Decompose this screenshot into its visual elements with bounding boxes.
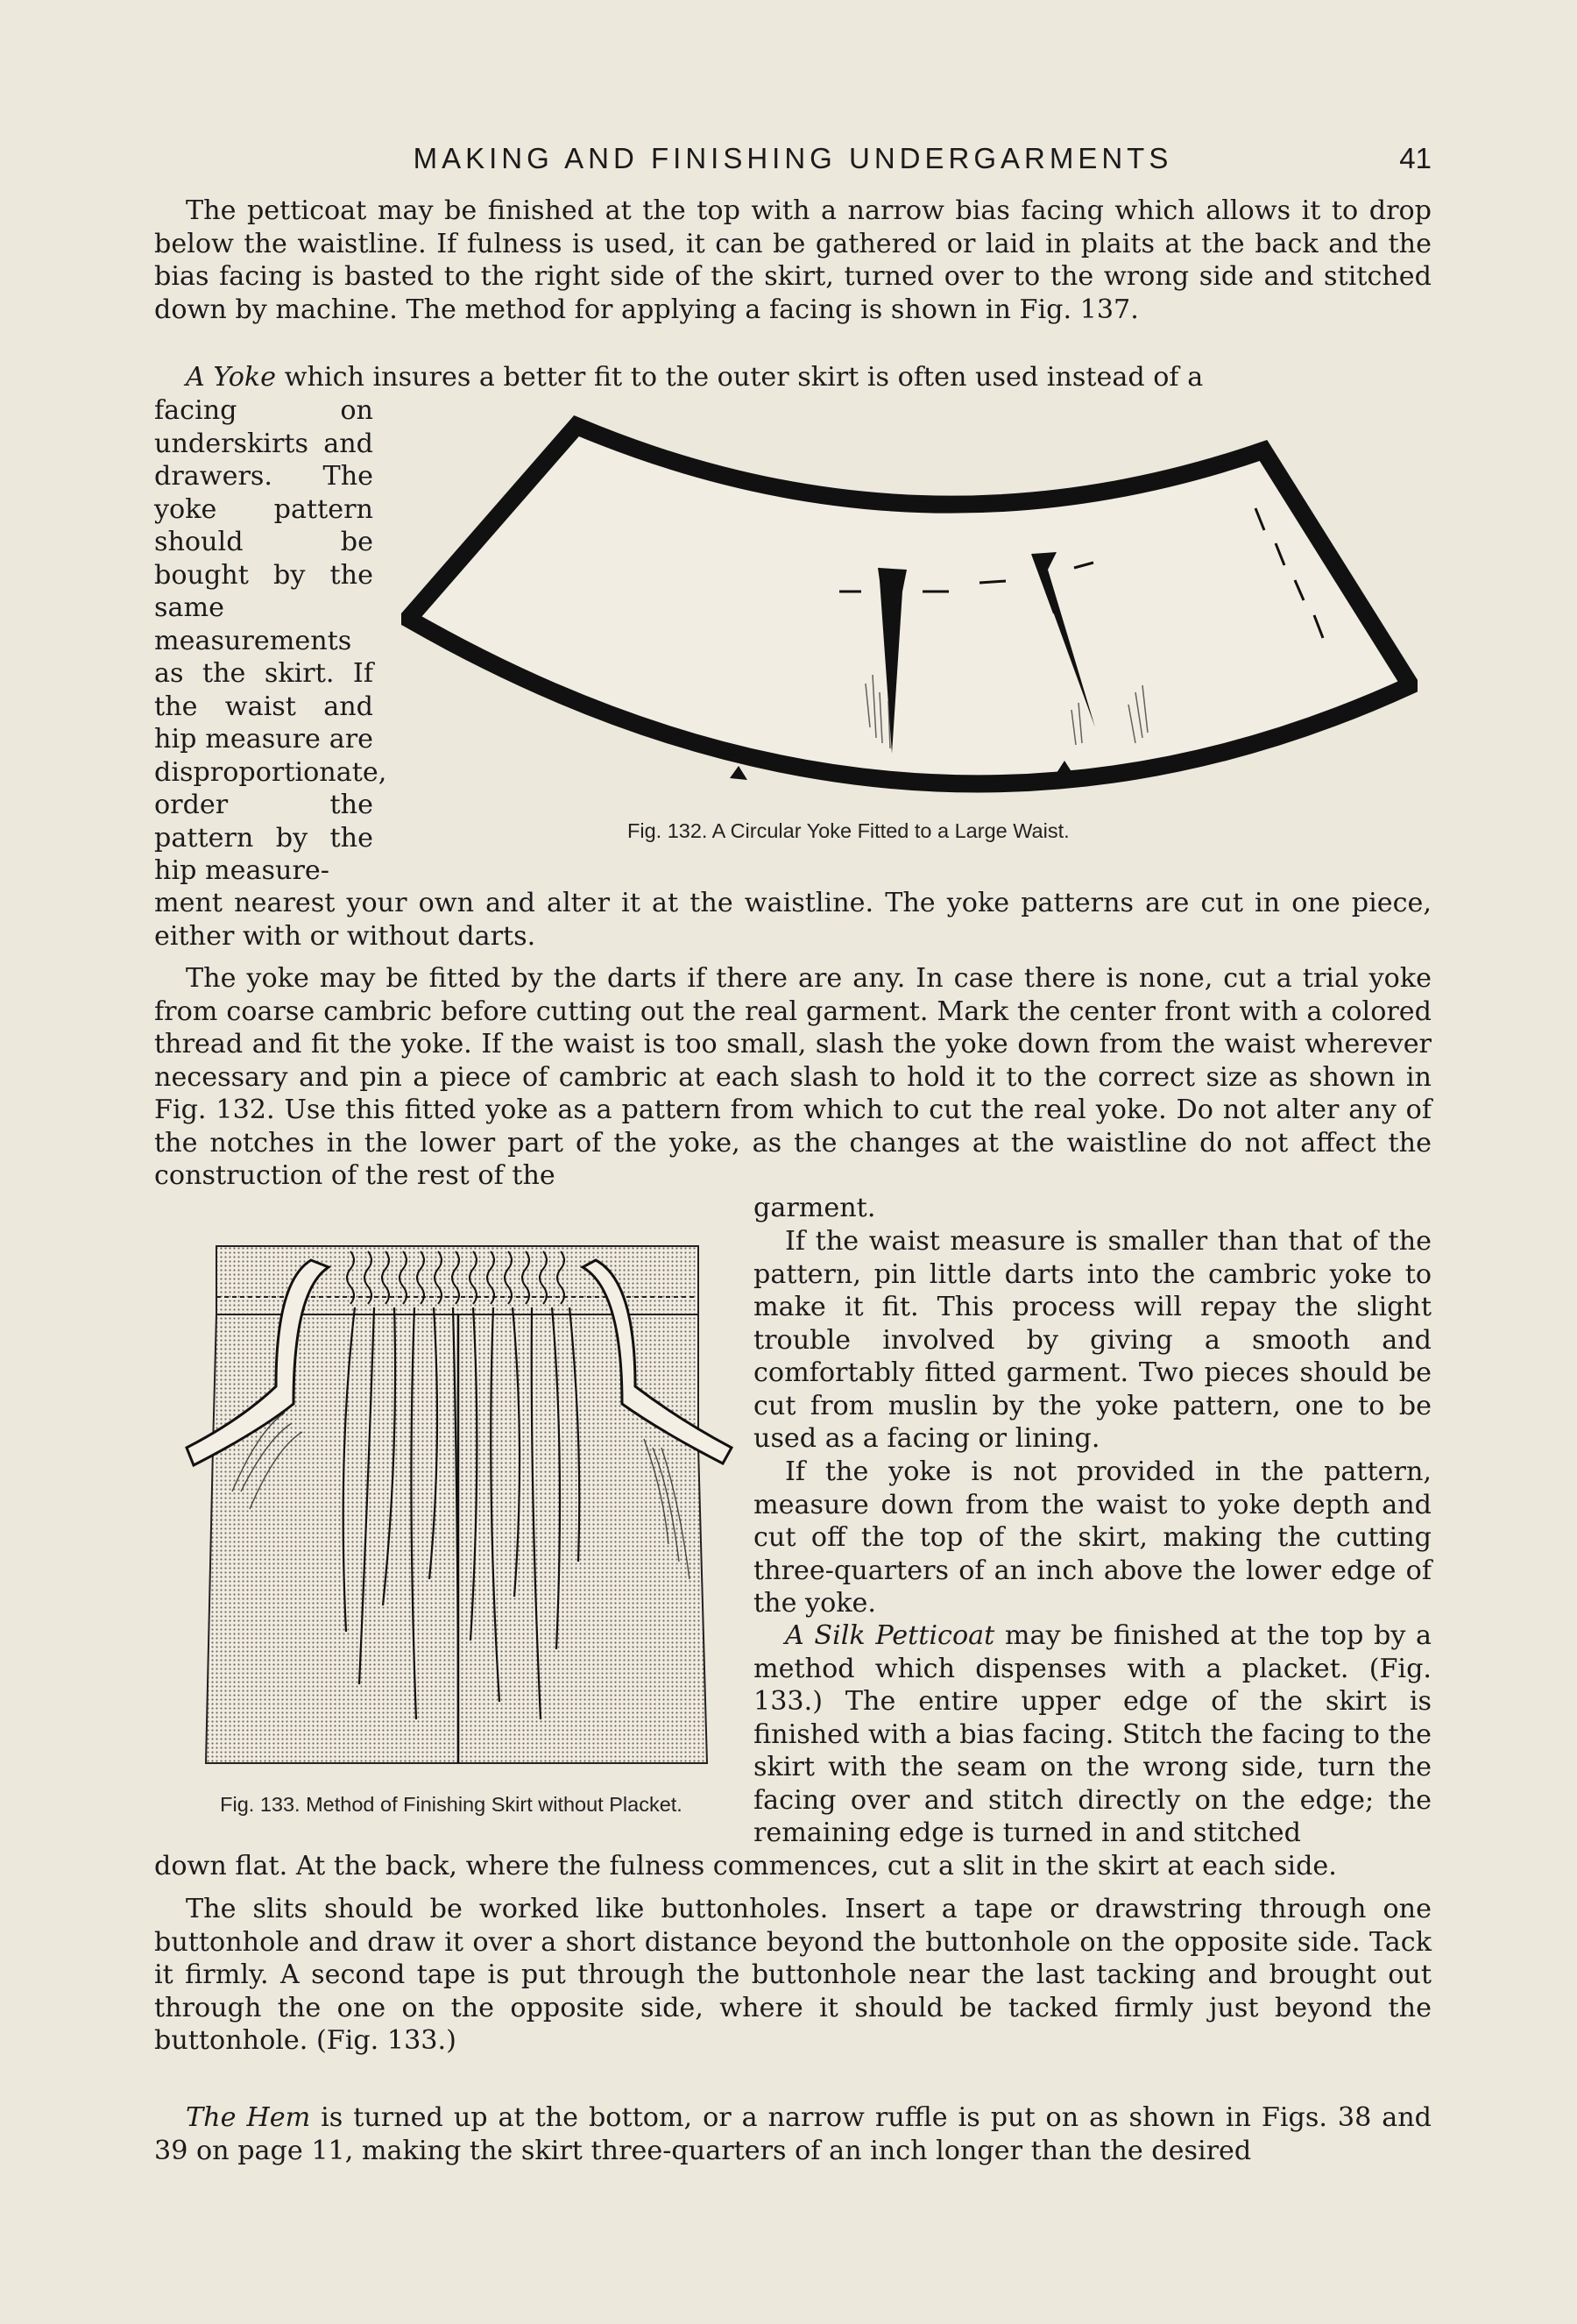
paragraph-silk-petticoat-tail: down flat. At the back, where the fulness commences, cut a slit in the skirt at each side. [154,1851,1337,1881]
figure-132-circular-yoke [401,412,1418,824]
paragraph-yoke-not-provided: If the yoke is not provided in the pattern, measure down from the waist to yoke depth and cut off the top of the skirt, making the cutting three-quarters of an inch above the lower edge of the yoke. [753,1456,1432,1619]
yoke-lead-text: which insures a better fit to the outer skirt is often used instead of a [276,362,1204,393]
page-header [154,142,1432,181]
page-number: 41 [1399,142,1432,174]
paragraph-yoke-lead [154,361,1432,394]
yoke-term: A Yoke [186,362,277,393]
running-head: MAKING AND FINISHING UNDERGARMENTS [413,142,1173,174]
paragraph-yoke-side: facing on underskirts and drawers. The yoke pattern should be bought by the same measurements as the skirt. If the waist and hip measure are disproportionate, order the pattern by the hip measure- [154,395,387,886]
paragraph-silk-petticoat [753,1619,1432,1850]
paragraph-hem [154,2101,1432,2167]
paragraph-yoke-fitting-end: garment. [753,1193,876,1223]
hem-text: is turned up at the bottom, or a narrow ruffle is put on as shown in Figs. 38 and 39 on page 11, making the skirt three-quarters of an inch longer than the desired [154,2102,1432,2166]
hem-term: The Hem [186,2102,311,2133]
silk-petticoat-text: may be finished at the top by a method which dispenses with a placket. (Fig. 133.) The entire upper edge of the skirt is finished with a bias facing. Stitch the facing to the skirt with the seam on the wrong side, turn the facing over and stitch directly on the edge; the remaining edge is turned in and stitched [753,1620,1432,1848]
figure-132-caption: Fig. 132. A Circular Yoke Fitted to a Large Waist. [627,819,1070,842]
paragraph-petticoat-facing: The petticoat may be finished at the top with a narrow bias facing which allows it to drop below the waistline. If fulness is used, it can be gathered or laid in plaits at the back and the bias facing is basted to the right side of the skirt, turned over to the wrong side and stitched down by machine. The method for applying a facing is shown in Fig. 137. [154,195,1432,325]
paragraph-slits-buttonholes: The slits should be worked like buttonholes. Insert a tape or drawstring through one buttonhole and draw it over a short distance beyond the buttonhole on the opposite side. Tack it firmly. A second tape is put through the buttonhole near the last tacking and brought out through the one on the opposite side, where it should be tacked firmly just beyond the buttonhole. (Fig. 133.) [154,1894,1432,2056]
figure-133-caption: Fig. 133. Method of Finishing Skirt without Placket. [220,1793,682,1816]
paragraph-yoke-tail: ment nearest your own and alter it at the waistline. The yoke patterns are cut in one piece, either with or without darts. [154,888,1432,952]
figure-133-skirt-without-placket [180,1229,740,1789]
paragraph-yoke-fitting: The yoke may be fitted by the darts if there are any. In case there is none, cut a trial yoke from coarse cambric before cutting out the real garment. Mark the center front with a colored thread and fit the yoke. If the waist is too small, slash the yoke down from the waist wherever necessary and pin a piece of cambric at each slash to hold it to the correct size as shown in Fig. 132. Use this fitted yoke as a pattern from which to cut the real yoke. Do not alter any of the notches in the lower part of the yoke, as the changes at the waistline do not affect the construction of the rest of the [154,963,1432,1191]
paragraph-waist-darts: If the waist measure is smaller than that of the pattern, pin little darts into the cambric yoke to make it fit. This process will repay the slight trouble involved by giving a smooth and comfortably fitted garment. Two pieces should be cut from muslin by the yoke pattern, one to be used as a facing or lining. [753,1226,1432,1454]
silk-petticoat-term: A Silk Petticoat [785,1620,995,1651]
